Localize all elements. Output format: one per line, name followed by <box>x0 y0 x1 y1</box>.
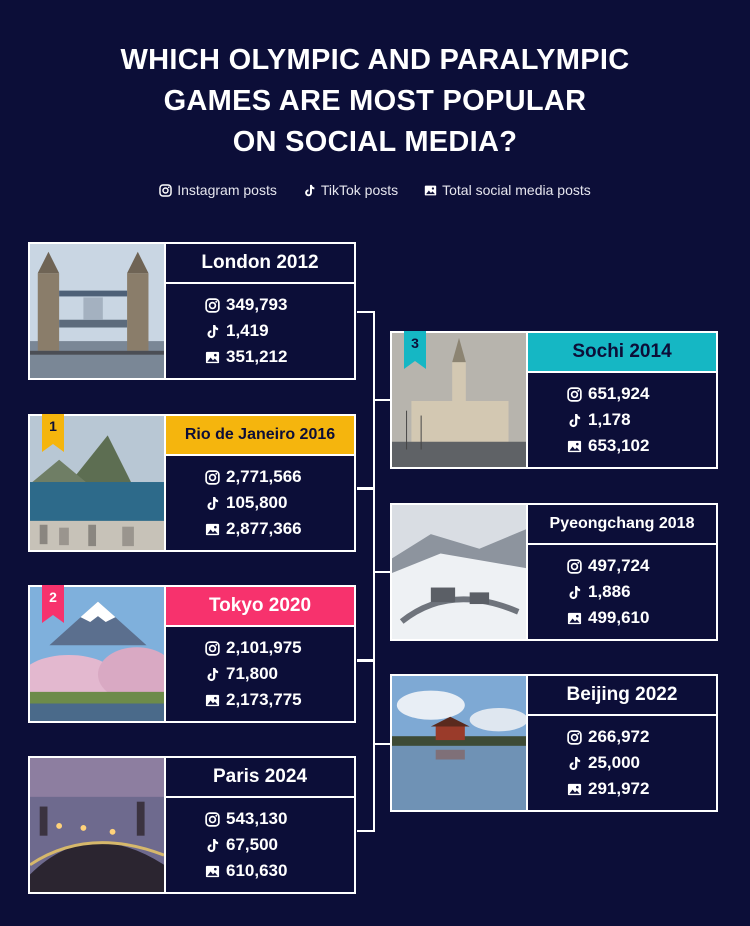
tokyo-tiktok-value: 71,800 <box>226 664 278 683</box>
beijing-instagram-stat <box>567 727 677 747</box>
london-instagram-value: 349,793 <box>226 295 288 314</box>
card-paris <box>28 756 358 894</box>
legend-item-instagram <box>159 182 277 198</box>
rio-total-stat <box>205 519 315 539</box>
bracket-line <box>373 660 375 832</box>
pyeongchang-total-value: 499,610 <box>588 608 650 627</box>
paris-total-stat <box>205 861 315 881</box>
tokyo-name: Tokyo 2020 <box>164 585 356 627</box>
beijing-total-value: 291,972 <box>588 779 650 798</box>
sochi-instagram-stat <box>567 384 677 404</box>
rio-rank: 1 <box>49 418 57 434</box>
legend-instagram-label: Instagram posts <box>177 182 277 198</box>
london-name: London 2012 <box>164 242 356 284</box>
rio-instagram-stat <box>205 467 315 487</box>
tiktok-icon <box>205 667 220 682</box>
pyeongchang-photo <box>390 503 528 641</box>
image-icon <box>205 693 220 708</box>
title-line-2: GAMES ARE MOST POPULAR <box>163 85 587 117</box>
rio-total-value: 2,877,366 <box>226 519 302 538</box>
pyeongchang-instagram-value: 497,724 <box>588 556 650 575</box>
tiktok-icon <box>205 838 220 853</box>
legend-tiktok-label: TikTok posts <box>320 182 399 198</box>
tiktok-icon <box>567 756 582 771</box>
london-photo <box>28 242 166 380</box>
instagram-icon <box>205 641 220 656</box>
card-tokyo <box>28 585 358 723</box>
sochi-stats <box>526 371 718 469</box>
london-total-stat <box>205 347 315 367</box>
paris-total-value: 610,630 <box>226 861 288 880</box>
bracket-line <box>373 399 391 401</box>
sochi-tiktok-value: 1,178 <box>588 410 631 429</box>
sochi-name: Sochi 2014 <box>526 331 718 373</box>
rio-name: Rio de Janeiro 2016 <box>164 414 356 456</box>
london-instagram-stat <box>205 295 315 315</box>
card-london <box>28 242 358 380</box>
instagram-icon <box>159 184 172 197</box>
sochi-tiktok-stat <box>567 410 677 430</box>
instagram-icon <box>205 298 220 313</box>
card-sochi <box>390 331 720 469</box>
tokyo-total-stat <box>205 690 315 710</box>
tokyo-total-value: 2,173,775 <box>226 690 302 709</box>
beijing-total-stat <box>567 779 677 799</box>
tokyo-stats <box>164 625 356 723</box>
pyeongchang-name: Pyeongchang 2018 <box>526 503 718 545</box>
rank-ribbon <box>42 414 64 452</box>
bracket-line <box>373 743 391 745</box>
card-beijing <box>390 674 720 812</box>
tiktok-icon <box>567 585 582 600</box>
instagram-icon <box>567 559 582 574</box>
london-tiktok-stat <box>205 321 315 341</box>
rank-ribbon <box>42 585 64 623</box>
paris-tiktok-value: 67,500 <box>226 835 278 854</box>
rank-ribbon <box>404 331 426 369</box>
instagram-icon <box>205 812 220 827</box>
image-icon <box>567 439 582 454</box>
tiktok-icon <box>567 413 582 428</box>
pyeongchang-tiktok-value: 1,886 <box>588 582 631 601</box>
rio-tiktok-stat <box>205 493 315 513</box>
sochi-instagram-value: 651,924 <box>588 384 650 403</box>
bracket-line <box>373 571 391 573</box>
beijing-tiktok-stat <box>567 753 677 773</box>
sochi-total-stat <box>567 436 677 456</box>
legend-item-total <box>424 182 591 198</box>
card-rio <box>28 414 358 552</box>
rio-stats <box>164 454 356 552</box>
image-icon <box>205 350 220 365</box>
page-title <box>0 40 750 163</box>
tokyo-rank: 2 <box>49 589 57 605</box>
sochi-rank: 3 <box>411 335 419 351</box>
beijing-instagram-value: 266,972 <box>588 727 650 746</box>
sochi-total-value: 653,102 <box>588 436 650 455</box>
pyeongchang-instagram-stat <box>567 556 677 576</box>
instagram-icon <box>567 387 582 402</box>
london-tiktok-value: 1,419 <box>226 321 269 340</box>
title-line-1: WHICH OLYMPIC AND PARALYMPIC <box>120 44 630 76</box>
paris-stats <box>164 796 356 894</box>
image-icon <box>424 184 437 197</box>
image-icon <box>205 522 220 537</box>
instagram-icon <box>205 470 220 485</box>
title-line-3: ON SOCIAL MEDIA? <box>232 126 518 158</box>
legend-total-label: Total social media posts <box>442 182 591 198</box>
beijing-name: Beijing 2022 <box>526 674 718 716</box>
rio-tiktok-value: 105,800 <box>226 493 288 512</box>
image-icon <box>567 611 582 626</box>
image-icon <box>567 782 582 797</box>
legend <box>0 182 750 198</box>
tiktok-icon <box>303 184 316 197</box>
image-icon <box>205 864 220 879</box>
legend-item-tiktok <box>303 182 398 198</box>
paris-tiktok-stat <box>205 835 315 855</box>
beijing-tiktok-value: 25,000 <box>588 753 640 772</box>
tokyo-instagram-stat <box>205 638 315 658</box>
tokyo-tiktok-stat <box>205 664 315 684</box>
paris-instagram-stat <box>205 809 315 829</box>
beijing-stats <box>526 714 718 812</box>
paris-photo <box>28 756 166 894</box>
card-pyeongchang <box>390 503 720 641</box>
tiktok-icon <box>205 324 220 339</box>
instagram-icon <box>567 730 582 745</box>
london-stats <box>164 282 356 380</box>
pyeongchang-tiktok-stat <box>567 582 677 602</box>
london-total-value: 351,212 <box>226 347 288 366</box>
pyeongchang-total-stat <box>567 608 677 628</box>
pyeongchang-stats <box>526 543 718 641</box>
paris-name: Paris 2024 <box>164 756 356 798</box>
paris-instagram-value: 543,130 <box>226 809 288 828</box>
tiktok-icon <box>205 496 220 511</box>
beijing-photo <box>390 674 528 812</box>
bracket-line <box>373 488 375 661</box>
tokyo-instagram-value: 2,101,975 <box>226 638 302 657</box>
rio-instagram-value: 2,771,566 <box>226 467 302 486</box>
